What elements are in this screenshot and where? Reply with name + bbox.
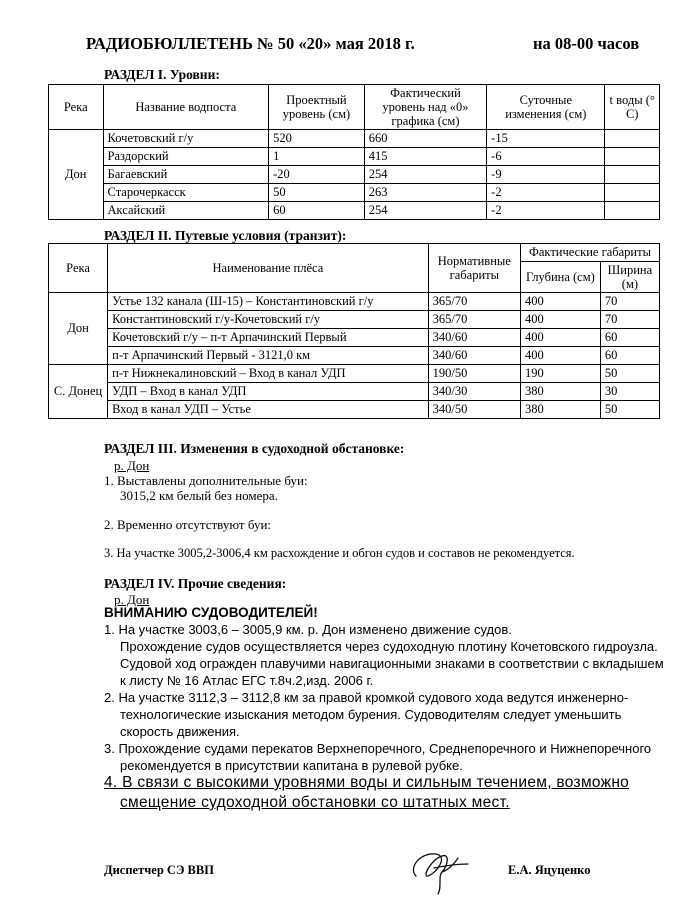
water-temp (605, 202, 660, 220)
dispatcher-label: Диспетчер СЭ ВВП (104, 863, 214, 877)
daily-change: -2 (487, 202, 605, 220)
section3-title: РАЗДЕЛ III. Изменения в судоходной обстановке: (104, 441, 405, 456)
norm-size: 365/70 (428, 293, 520, 311)
signer-name: Е.А. Яцуценко (508, 863, 591, 877)
note4-line1: 4. В связи с высокими уровнями воды и сильным течением, возможно (104, 774, 630, 791)
actual-level: 254 (364, 166, 486, 184)
width-value: 50 (600, 365, 659, 383)
col-header-actual: Фактические габариты (520, 244, 659, 262)
col-header-norm: Нормативные габариты (428, 244, 520, 293)
section3-river: р. Дон (114, 458, 150, 473)
project-level: 520 (269, 130, 365, 148)
depth-value: 400 (520, 293, 600, 311)
actual-level: 263 (364, 184, 486, 202)
section1-title: РАЗДЕЛ I. Уровни: (104, 67, 220, 82)
water-temp (605, 166, 660, 184)
table-row (49, 401, 660, 419)
norm-size: 340/30 (428, 383, 520, 401)
table-row (49, 347, 660, 365)
col-header-river: Река (49, 85, 104, 130)
depth-value: 380 (520, 401, 600, 419)
daily-change: -9 (487, 166, 605, 184)
section3-item3: 3. На участке 3005,2-3006,4 км расхождение и обгон судов и составов не рекомендуется. (104, 546, 575, 560)
col-header-stretch: Наименование плёса (108, 244, 429, 293)
project-level: -20 (269, 166, 365, 184)
depth-value: 400 (520, 311, 600, 329)
note1-line4: к листу № 16 Атлас ЕГС т.8ч.2,изд. 2006 г. (120, 673, 374, 688)
station-name: Старочеркасск (103, 184, 269, 202)
note4-line2: смещение судоходной обстановки со штатных мест. (120, 794, 510, 811)
signature-icon (398, 842, 476, 898)
stretch-name: Устье 132 канала (Ш-15) – Константиновский г/у (108, 293, 429, 311)
attention-heading: ВНИМАНИЮ СУДОВОДИТЕЛЕЙ! (104, 605, 318, 620)
actual-level: 660 (364, 130, 486, 148)
width-value: 70 (600, 293, 659, 311)
route-table (48, 243, 660, 419)
table-row (49, 184, 660, 202)
station-name: Аксайский (103, 202, 269, 220)
stretch-name: Кочетовский г/у – п-т Арпачинский Первый (108, 329, 429, 347)
col-header-project: Проектный уровень (см) (269, 85, 365, 130)
section3-item1: 1. Выставлены дополнительные буи: (104, 473, 308, 488)
col-header-actual: Фактический уровень над «0» графика (см) (364, 85, 486, 130)
col-header-station: Название водпоста (103, 85, 269, 130)
table-row (49, 293, 660, 311)
note2-line3: скорость движения. (120, 724, 240, 739)
table-row (49, 148, 660, 166)
norm-size: 340/50 (428, 401, 520, 419)
table-header-row (49, 85, 660, 130)
actual-level: 415 (364, 148, 486, 166)
project-level: 60 (269, 202, 365, 220)
table-header-row (49, 244, 660, 262)
river-cell: Дон (49, 130, 104, 220)
daily-change: -6 (487, 148, 605, 166)
table-row (49, 166, 660, 184)
project-level: 50 (269, 184, 365, 202)
col-header-depth: Глубина (см) (520, 262, 600, 293)
water-temp (605, 130, 660, 148)
depth-value: 400 (520, 329, 600, 347)
station-name: Багаевский (103, 166, 269, 184)
width-value: 50 (600, 401, 659, 419)
col-header-temp: t воды (° С) (605, 85, 660, 130)
norm-size: 365/70 (428, 311, 520, 329)
table-row (49, 311, 660, 329)
section4-river: р. Дон (114, 592, 150, 607)
width-value: 60 (600, 329, 659, 347)
depth-value: 400 (520, 347, 600, 365)
width-value: 70 (600, 311, 659, 329)
actual-level: 254 (364, 202, 486, 220)
levels-table (48, 84, 660, 220)
daily-change: -15 (487, 130, 605, 148)
table-row (49, 130, 660, 148)
depth-value: 380 (520, 383, 600, 401)
station-name: Раздорский (103, 148, 269, 166)
section3-item2: 2. Временно отсутствуют буи: (104, 517, 272, 532)
note3-line1: 3. Прохождение судами перекатов Верхнепоречного, Среднепоречного и Нижнепоречного (104, 741, 652, 756)
col-header-change: Суточные изменения (см) (487, 85, 605, 130)
stretch-name: УДП – Вход в канал УДП (108, 383, 429, 401)
daily-change: -2 (487, 184, 605, 202)
project-level: 1 (269, 148, 365, 166)
stretch-name: п-т Нижнекалиновский – Вход в канал УДП (108, 365, 429, 383)
water-temp (605, 184, 660, 202)
stretch-name: Константиновский г/у-Кочетовский г/у (108, 311, 429, 329)
note1-line3: Судовой ход огражден плавучими навигационными знаками в соответствии с вкладышем (120, 656, 664, 671)
table-row (49, 202, 660, 220)
bulletin-title: РАДИОБЮЛЛЕТЕНЬ № 50 «20» мая 2018 г. (86, 34, 415, 53)
stretch-name: Вход в канал УДП – Устье (108, 401, 429, 419)
table-row (49, 329, 660, 347)
river-cell: Дон (49, 293, 108, 365)
col-header-river: Река (49, 244, 108, 293)
bulletin-time: на 08-00 часов (533, 34, 640, 53)
width-value: 60 (600, 347, 659, 365)
section2-title: РАЗДЕЛ II. Путевые условия (транзит): (104, 228, 347, 243)
note1-line2: Прохождение судов осуществляется через судоходную плотину Кочетовского гидроузла. (120, 639, 658, 654)
water-temp (605, 148, 660, 166)
depth-value: 190 (520, 365, 600, 383)
norm-size: 190/50 (428, 365, 520, 383)
section3-item1-detail: 3015,2 км белый без номера. (120, 488, 278, 503)
note3-line2: рекомендуется в присутствии капитана в рулевой рубке. (120, 758, 463, 773)
stretch-name: п-т Арпачинский Первый - 3121,0 км (108, 347, 429, 365)
norm-size: 340/60 (428, 329, 520, 347)
width-value: 30 (600, 383, 659, 401)
note1-line1: 1. На участке 3003,6 – 3005,9 км. р. Дон изменено движение судов. (104, 622, 512, 637)
note2-line1: 2. На участке 3112,3 – 3112,8 км за правой кромкой судового хода ведутся инженерно- (104, 690, 629, 705)
col-header-width: Ширина (м) (600, 262, 659, 293)
table-row (49, 383, 660, 401)
section4-title: РАЗДЕЛ IV. Прочие сведения: (104, 576, 287, 591)
table-row (49, 365, 660, 383)
norm-size: 340/60 (428, 347, 520, 365)
river-cell: С. Донец (49, 365, 108, 419)
station-name: Кочетовский г/у (103, 130, 269, 148)
note2-line2: технологические изыскания методом бурения. Судоводителям следует уменьшить (120, 707, 622, 722)
